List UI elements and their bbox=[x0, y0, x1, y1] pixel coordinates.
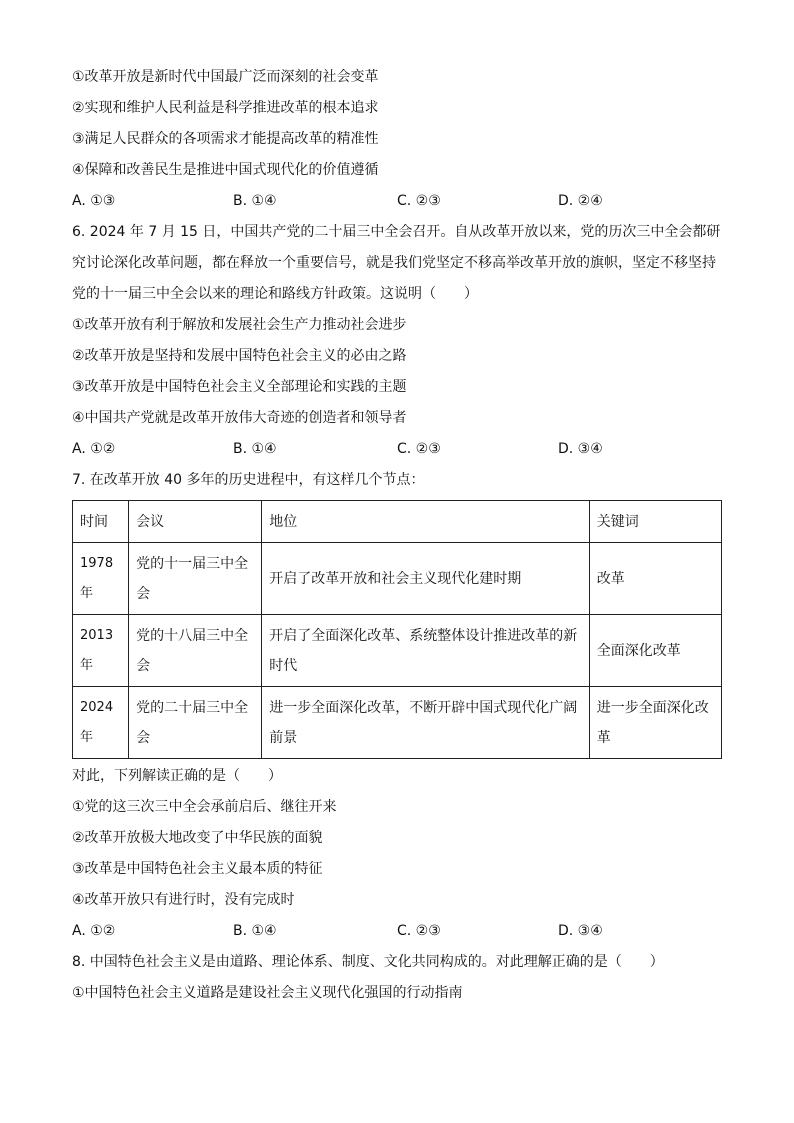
q6-option-b[interactable]: B. ①④ bbox=[233, 441, 277, 457]
q6-options bbox=[72, 434, 722, 465]
table-cell-status: 开启了改革开放和社会主义现代化建时期 bbox=[262, 543, 590, 615]
q5-option-b[interactable]: B. ①④ bbox=[233, 193, 277, 209]
q7-option-b[interactable]: B. ①④ bbox=[233, 923, 277, 939]
q6-statement: ①改革开放有利于解放和发展社会生产力推动社会进步 bbox=[72, 317, 407, 333]
q7-option-d[interactable]: D. ③④ bbox=[558, 923, 603, 939]
q7-table bbox=[72, 500, 722, 759]
q6-statement: ②改革开放是坚持和发展中国特色社会主义的必由之路 bbox=[72, 348, 407, 364]
q5-statement: ④保障和改善民生是推进中国式现代化的价值遵循 bbox=[72, 162, 379, 178]
table-header-cell: 地位 bbox=[262, 501, 590, 543]
q7-options bbox=[72, 916, 722, 947]
q7-stem: 7. 在改革开放 40 多年的历史进程中，有这样几个节点： bbox=[72, 472, 425, 488]
q7-option-a[interactable]: A. ①② bbox=[72, 923, 116, 939]
table-cell-status: 进一步全面深化改革，不断开辟中国式现代化广阔前景 bbox=[262, 687, 590, 759]
q7-statement: ②改革开放极大地改变了中华民族的面貌 bbox=[72, 830, 323, 846]
table-cell-meeting: 党的十八届三中全会 bbox=[129, 615, 262, 687]
q6-option-d[interactable]: D. ③④ bbox=[558, 441, 603, 457]
q8-stem: 8. 中国特色社会主义是由道路、理论体系、制度、文化共同构成的。对此理解正确的是（ ） bbox=[72, 954, 664, 970]
table-header-cell: 关键词 bbox=[589, 501, 721, 543]
q7-option-c[interactable]: C. ②③ bbox=[397, 923, 441, 939]
table-cell-year: 2024 年 bbox=[73, 687, 129, 759]
q6-statement: ③改革开放是中国特色社会主义全部理论和实践的主题 bbox=[72, 379, 407, 395]
q5-options bbox=[72, 186, 722, 217]
q5-option-d[interactable]: D. ②④ bbox=[558, 193, 603, 209]
table-row bbox=[73, 543, 722, 615]
table-cell-year: 1978 年 bbox=[73, 543, 129, 615]
table-header-row bbox=[73, 501, 722, 543]
q6-stem: 6. 2024 年 7 月 15 日，中国共产党的二十届三中全会召开。自从改革开放以来，党的历次三中全会都研究讨论深化改革问题，都在释放一个重要信号，就是我们党坚定不移高举改革开放的旗帜，坚定不移坚持党的十一届三中全会以来的理论和路线方针政策。这说明（ ） bbox=[72, 224, 721, 302]
table-row bbox=[73, 687, 722, 759]
q7-statement: ①党的这三次三中全会承前启后、继往开来 bbox=[72, 799, 337, 815]
q6-statement: ④中国共产党就是改革开放伟大奇迹的创造者和领导者 bbox=[72, 410, 407, 426]
table-cell-meeting: 党的二十届三中全会 bbox=[129, 687, 262, 759]
q7-question: 对此，下列解读正确的是（ ） bbox=[72, 768, 282, 784]
q5-statement: ③满足人民群众的各项需求才能提高改革的精准性 bbox=[72, 131, 379, 147]
table-cell-keyword: 进一步全面深化改革 bbox=[589, 687, 721, 759]
q5-option-a[interactable]: A. ①③ bbox=[72, 193, 116, 209]
table-cell-keyword: 改革 bbox=[589, 543, 721, 615]
q5-option-c[interactable]: C. ②③ bbox=[397, 193, 441, 209]
q5-statement: ②实现和维护人民利益是科学推进改革的根本追求 bbox=[72, 100, 379, 116]
table-cell-status: 开启了全面深化改革、系统整体设计推进改革的新时代 bbox=[262, 615, 590, 687]
table-cell-keyword: 全面深化改革 bbox=[589, 615, 721, 687]
table-header-cell: 会议 bbox=[129, 501, 262, 543]
exam-page bbox=[72, 62, 722, 1009]
q7-statement: ④改革开放只有进行时，没有完成时 bbox=[72, 892, 295, 908]
q6-option-c[interactable]: C. ②③ bbox=[397, 441, 441, 457]
q7-statement: ③改革是中国特色社会主义最本质的特征 bbox=[72, 861, 323, 877]
table-cell-year: 2013 年 bbox=[73, 615, 129, 687]
q5-statement: ①改革开放是新时代中国最广泛而深刻的社会变革 bbox=[72, 69, 379, 85]
q8-statement: ①中国特色社会主义道路是建设社会主义现代化强国的行动指南 bbox=[72, 985, 463, 1001]
q6-option-a[interactable]: A. ①② bbox=[72, 441, 116, 457]
table-row bbox=[73, 615, 722, 687]
table-cell-meeting: 党的十一届三中全会 bbox=[129, 543, 262, 615]
table-header-cell: 时间 bbox=[73, 501, 129, 543]
